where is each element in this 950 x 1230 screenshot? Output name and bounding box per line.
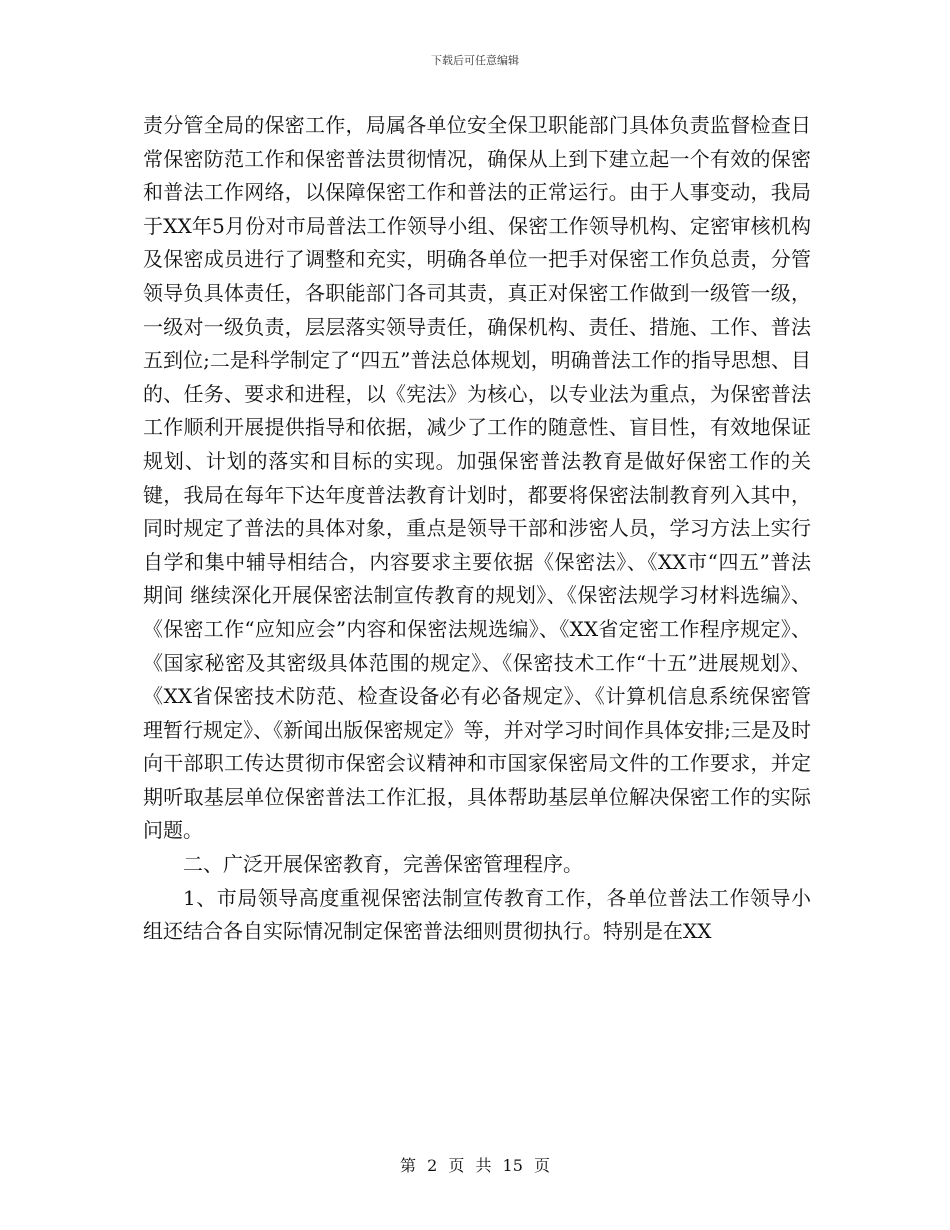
paragraph-continued: 责分管全局的保密工作，局属各单位安全保卫职能部门具体负责监督检查日常保密防范工作和保密普法贯彻情况，确保从上到下建立起一个有效的保密和普法工作网络，以保障保密工作和普法的正常运行。由于人事变动，我局于XX年5月份对市局普法工作领导小组、保密工作领导机构、定密审核机构及保密成员进行了调整和充实，明确各单位一把手对保密工作负总责，分管领导负具体责任，各职能部门各司其责，真正对保密工作做到一级管一级，一级对一级负责，层层落实领导责任，确保机构、责任、措施、工作、普法五到位;二是科学制定了“四五”普法总体规划，明确普法工作的指导思想、目的、任务、要求和进程，以《宪法》为核心，以专业法为重点，为保密普法工作顺利开展提供指导和依据，减少了工作的随意性、盲目性，有效地保证规划、计划的落实和目标的实现。加强保密普法教育是做好保密工作的关键，我局在每年下达年度普法教育计划时，都要将保密法制教育列入其中，同时规定了普法的具体对象，重点是领导干部和涉密人员，学习方法上实行自学和集中辅导相结合，内容要求主要依据《保密法》、《XX市“四五”普法期间 继续深化开展保密法制宣传教育的规划》、《保密法规学习材料选编》、《保密工作“应知应会”内容和保密法规选编》、《XX省定密工作程序规定》、《国家秘密及其密级具体范围的规定》、《保密技术工作“十五”进展规划》、《XX省保密技术防范、检查设备必有必备规定》、《计算机信息系统保密管理暂行规定》、《新闻出版保密规定》等，并对学习时间作具体安排;三是及时向干部职工传达贯彻市保密会议精神和市国家保密局文件的工作要求，并定期听取基层单位保密普法工作汇报，具体帮助基层单位解决保密工作的实际问题。	[143, 113, 811, 843]
section-heading-two: 二、广泛开展保密教育，完善保密管理程序。	[183, 852, 583, 877]
page-number-footer: 第 2 页 共 15 页	[400, 1156, 550, 1175]
page-header-note: 下载后可任意编辑	[431, 54, 519, 67]
document-body	[143, 109, 811, 949]
paragraph-item-one: 1、市局领导高度重视保密法制宣传教育工作，各单位普法工作领导小组还结合各自实际情况制定保密普法细则贯彻执行。特别是在XX	[143, 885, 811, 944]
